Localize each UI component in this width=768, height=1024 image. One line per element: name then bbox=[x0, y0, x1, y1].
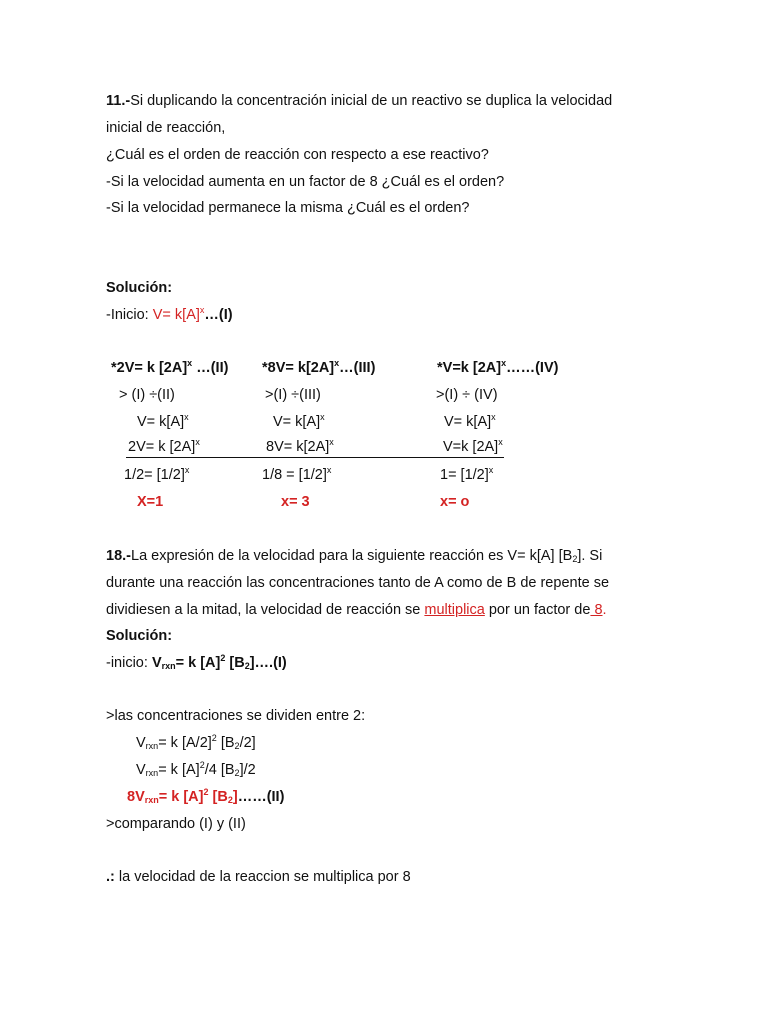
q11-line-5: -Si la velocidad permanece la misma ¿Cuál es el orden? bbox=[106, 200, 470, 216]
step2-b: /4 [B bbox=[204, 762, 235, 778]
sol2-eq-sub: rxn bbox=[161, 661, 176, 671]
step2-a: = k [A] bbox=[158, 762, 200, 778]
q11-line-2: inicial de reacción, bbox=[106, 120, 226, 136]
col2-head-tag: …(III) bbox=[339, 360, 376, 376]
col1-denominator bbox=[128, 437, 200, 457]
col2-result: x= 3 bbox=[281, 494, 310, 510]
sol2-rate-equation bbox=[152, 655, 287, 671]
step1-c: /2] bbox=[239, 735, 256, 751]
q18-line-3 bbox=[106, 600, 607, 620]
sol2-eq-sup: 2 bbox=[220, 653, 226, 663]
col2-head bbox=[262, 358, 375, 378]
q18-number: 18.- bbox=[106, 548, 131, 564]
col3-head-text: *V=k [2A] bbox=[437, 360, 502, 376]
q11-line-3: ¿Cuál es el orden de reacción con respecto a ese reactivo? bbox=[106, 147, 489, 163]
q11-text-1: Si duplicando la concentración inicial de un reactivo se duplica la velocidad bbox=[130, 93, 613, 109]
step3-tag: ……(II) bbox=[237, 789, 285, 805]
fraction-divider-line bbox=[126, 457, 504, 458]
step2-v: V bbox=[136, 762, 146, 778]
col2-ratio-text: 1/8 = [1/2] bbox=[262, 467, 327, 483]
factor-period: . bbox=[602, 602, 607, 618]
col1-operation: > (I) ÷(II) bbox=[119, 387, 175, 403]
solution-2-inicio bbox=[106, 653, 287, 673]
col1-numerator bbox=[137, 412, 189, 432]
col1-numerator-text: V= k[A] bbox=[137, 414, 185, 430]
step-3 bbox=[127, 787, 284, 807]
step-1 bbox=[136, 733, 256, 753]
step3-c: ] bbox=[232, 789, 238, 805]
sol2-eq-c: ]….(I) bbox=[249, 655, 287, 671]
q18-text-3a: dividiesen a la mitad, la velocidad de reacción se bbox=[106, 602, 425, 618]
sol2-eq-a: = k [A] bbox=[175, 655, 221, 671]
step2-sup: 2 bbox=[199, 760, 205, 770]
step3-sub2: 2 bbox=[227, 795, 233, 805]
q18-text-3b: por un factor de bbox=[484, 602, 591, 618]
solution-1-heading: Solución: bbox=[106, 280, 173, 296]
col3-result: x= o bbox=[440, 494, 470, 510]
divide-text: >las concentraciones se dividen entre 2: bbox=[106, 708, 366, 724]
col2-numerator-exp: x bbox=[320, 412, 325, 422]
step1-b: [B bbox=[216, 735, 235, 751]
col2-denominator-exp: x bbox=[329, 437, 334, 447]
step3-equation bbox=[127, 789, 238, 805]
col1-numerator-exp: x bbox=[184, 412, 189, 422]
q18-line-1 bbox=[106, 546, 602, 566]
multiplica-link[interactable]: multiplica bbox=[424, 602, 485, 618]
col1-denominator-text: 2V= k [2A] bbox=[128, 439, 196, 455]
compare-text: >comparando (I) y (II) bbox=[106, 816, 246, 832]
col1-ratio bbox=[124, 465, 189, 485]
therefore-mark: .: bbox=[106, 869, 115, 885]
step1-sub2: 2 bbox=[234, 741, 240, 751]
step3-sup: 2 bbox=[203, 787, 209, 797]
solution-1-inicio bbox=[106, 305, 233, 325]
step3-v: 8V bbox=[127, 789, 145, 805]
q18-text-1a: La expresión de la velocidad para la siguiente reacción es V= k[A] [B bbox=[131, 548, 573, 564]
step-2 bbox=[136, 760, 256, 780]
step2-sub: rxn bbox=[145, 768, 159, 778]
sol2-inicio-label: -inicio: bbox=[106, 655, 152, 671]
col2-denominator bbox=[266, 437, 334, 457]
col3-denominator-text: V=k [2A] bbox=[443, 439, 499, 455]
conclusion bbox=[106, 867, 411, 887]
q18-sub: 2 bbox=[572, 554, 578, 564]
factor-value: 8 bbox=[590, 602, 603, 618]
q11-line-4: -Si la velocidad aumenta en un factor de 8 ¿Cuál es el orden? bbox=[106, 174, 505, 190]
step3-a: = k [A] bbox=[158, 789, 204, 805]
step1-sup: 2 bbox=[211, 733, 217, 743]
col1-head-tag: …(II) bbox=[192, 360, 229, 376]
col1-head-exp: x bbox=[187, 358, 193, 368]
sol2-eq-b: [B bbox=[225, 655, 245, 671]
step2-sub2: 2 bbox=[234, 768, 240, 778]
sol2-eq-sub2: 2 bbox=[244, 661, 250, 671]
col3-head-exp: x bbox=[501, 358, 507, 368]
col1-result: X=1 bbox=[137, 494, 164, 510]
step3-b: [B bbox=[208, 789, 228, 805]
col2-head-text: *8V= k[2A] bbox=[262, 360, 335, 376]
conclusion-text: la velocidad de la reaccion se multiplica por 8 bbox=[114, 869, 411, 885]
q18-line-2: durante una reacción las concentraciones tanto de A como de B de repente se bbox=[106, 575, 610, 591]
col3-head bbox=[437, 358, 558, 378]
q11-line-1 bbox=[106, 91, 612, 111]
col3-numerator-exp: x bbox=[491, 412, 496, 422]
sol2-eq-v: V bbox=[151, 655, 162, 671]
step1-a: = k [A/2] bbox=[158, 735, 212, 751]
col3-ratio-exp: x bbox=[488, 465, 494, 475]
col3-denominator-exp: x bbox=[498, 437, 503, 447]
col1-head-text: *2V= k [2A] bbox=[111, 360, 188, 376]
step2-c: ]/2 bbox=[239, 762, 256, 778]
col3-ratio-text: 1= [1/2] bbox=[440, 467, 489, 483]
col1-ratio-exp: x bbox=[184, 465, 190, 475]
col2-ratio bbox=[262, 465, 331, 485]
col1-ratio-text: 1/2= [1/2] bbox=[124, 467, 185, 483]
step1-sub: rxn bbox=[145, 741, 159, 751]
inicio-equation bbox=[153, 307, 205, 323]
col3-denominator bbox=[443, 437, 503, 457]
col3-operation: >(I) ÷ (IV) bbox=[436, 387, 498, 403]
col3-ratio bbox=[440, 465, 493, 485]
col1-head bbox=[111, 358, 228, 378]
q11-number: 11.- bbox=[106, 93, 131, 109]
col3-head-tag: ……(IV) bbox=[506, 360, 559, 376]
inicio-tag: …(I) bbox=[204, 307, 233, 323]
col2-numerator bbox=[273, 412, 325, 432]
col3-numerator bbox=[444, 412, 496, 432]
col2-numerator-text: V= k[A] bbox=[273, 414, 321, 430]
inicio-exponent: x bbox=[199, 305, 205, 315]
col2-operation: >(I) ÷(III) bbox=[265, 387, 321, 403]
col3-numerator-text: V= k[A] bbox=[444, 414, 492, 430]
inicio-equation-text: V= k[A] bbox=[152, 307, 200, 323]
inicio-label: -Inicio: bbox=[106, 307, 153, 323]
col2-denominator-text: 8V= k[2A] bbox=[266, 439, 330, 455]
col2-ratio-exp: x bbox=[326, 465, 332, 475]
q18-text-1b: ]. Si bbox=[577, 548, 603, 564]
solution-2-heading: Solución: bbox=[106, 628, 173, 644]
step3-sub: rxn bbox=[144, 795, 159, 805]
step1-v: V bbox=[136, 735, 146, 751]
col2-head-exp: x bbox=[334, 358, 340, 368]
col1-denominator-exp: x bbox=[195, 437, 200, 447]
